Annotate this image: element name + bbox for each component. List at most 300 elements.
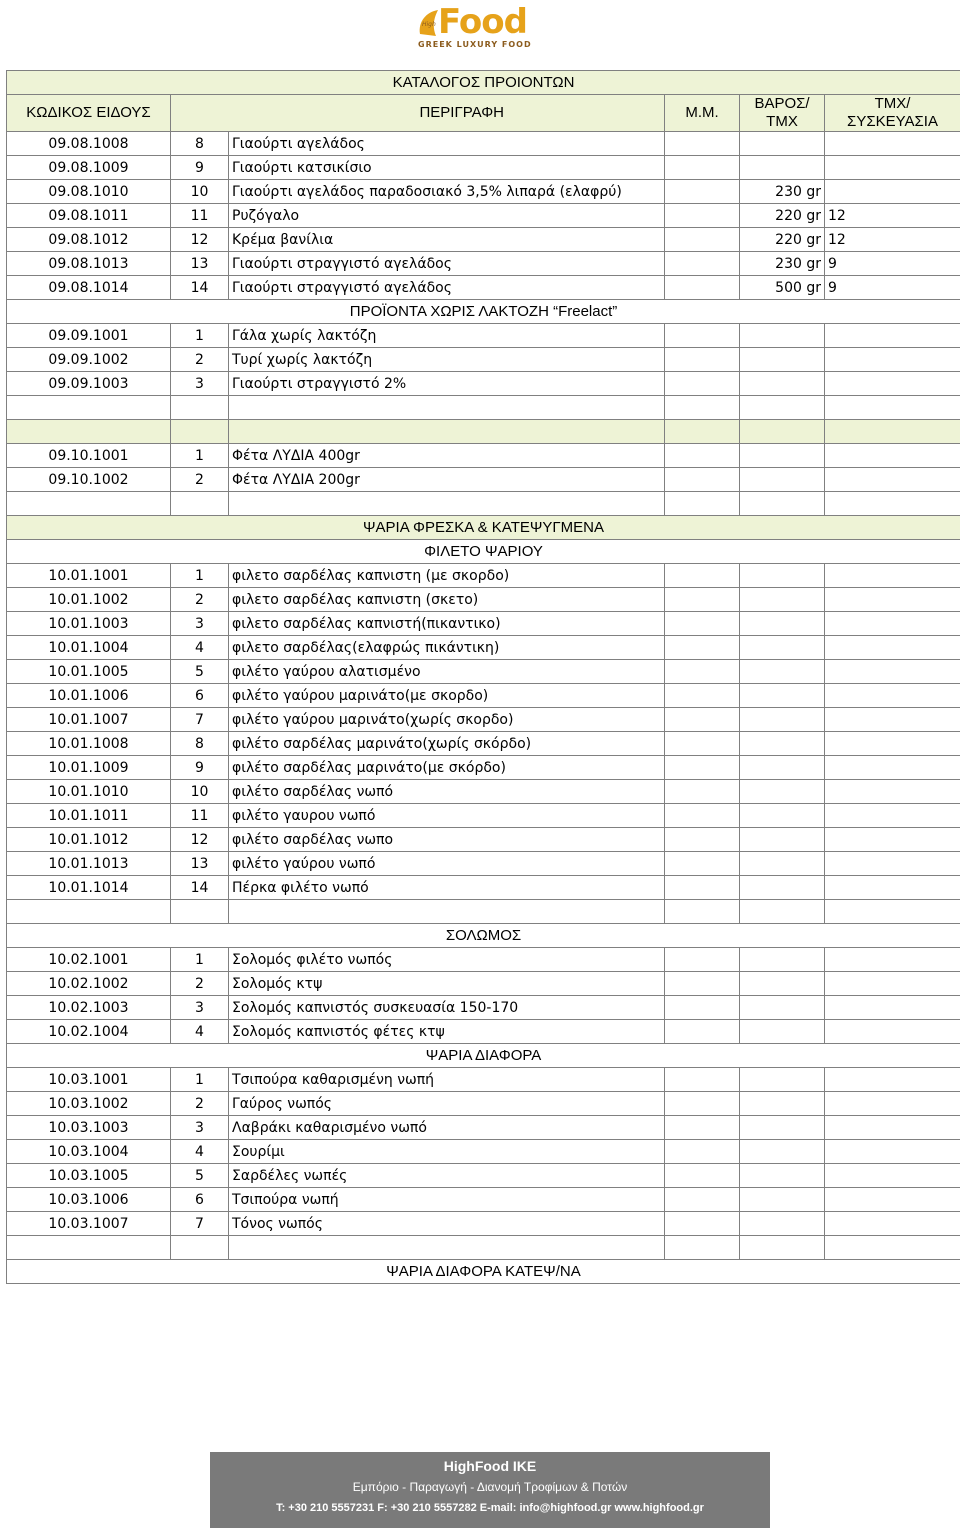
product-number: 4	[171, 1020, 229, 1044]
product-description: Τόνος νωπός	[229, 1212, 665, 1236]
column-header-row	[7, 95, 960, 132]
product-code: 10.03.1007	[7, 1212, 171, 1236]
product-description: Τυρί χωρίς λακτόζη	[229, 348, 665, 372]
product-row	[7, 684, 960, 708]
product-unit	[665, 708, 740, 732]
product-pack	[825, 468, 960, 492]
product-unit	[665, 1092, 740, 1116]
empty-cell	[740, 420, 825, 444]
product-description: φιλέτο γαυρου νωπό	[229, 804, 665, 828]
logo-tagline: GREEK LUXURY FOOD	[418, 40, 532, 49]
catalog-title: ΚΑΤΑΛΟΓΟΣ ΠΡΟΙΟΝΤΩΝ	[7, 71, 960, 95]
product-row	[7, 324, 960, 348]
empty-cell	[171, 396, 229, 420]
product-description: Γιαούρτι στραγγιστό 2%	[229, 372, 665, 396]
product-code: 10.03.1003	[7, 1116, 171, 1140]
product-row	[7, 204, 960, 228]
product-code: 10.01.1004	[7, 636, 171, 660]
product-number: 6	[171, 684, 229, 708]
product-row	[7, 468, 960, 492]
section-row	[7, 300, 960, 324]
product-weight	[740, 612, 825, 636]
product-weight	[740, 1092, 825, 1116]
product-code: 09.10.1002	[7, 468, 171, 492]
product-number: 3	[171, 1116, 229, 1140]
product-code: 10.01.1002	[7, 588, 171, 612]
product-description: φιλετο σαρδέλας καπνιστη (σκετο)	[229, 588, 665, 612]
product-number: 11	[171, 804, 229, 828]
product-number: 9	[171, 756, 229, 780]
product-number: 2	[171, 588, 229, 612]
product-code: 10.01.1011	[7, 804, 171, 828]
product-row	[7, 1068, 960, 1092]
product-pack: 12	[825, 228, 960, 252]
product-number: 13	[171, 852, 229, 876]
product-weight	[740, 1068, 825, 1092]
product-row	[7, 348, 960, 372]
product-row	[7, 1164, 960, 1188]
product-row	[7, 972, 960, 996]
product-number: 12	[171, 228, 229, 252]
empty-cell	[229, 492, 665, 516]
empty-cell	[740, 492, 825, 516]
product-code: 10.01.1014	[7, 876, 171, 900]
product-weight	[740, 732, 825, 756]
product-unit	[665, 684, 740, 708]
empty-cell	[825, 1236, 960, 1260]
product-description: Γάλα χωρίς λακτόζη	[229, 324, 665, 348]
product-row	[7, 660, 960, 684]
product-pack	[825, 732, 960, 756]
product-weight	[740, 708, 825, 732]
product-row	[7, 948, 960, 972]
logo-icon-text: High	[422, 21, 436, 28]
product-unit	[665, 372, 740, 396]
product-number: 3	[171, 612, 229, 636]
empty-cell	[7, 396, 171, 420]
product-row	[7, 1188, 960, 1212]
product-weight	[740, 348, 825, 372]
product-pack	[825, 948, 960, 972]
section-row	[7, 1044, 960, 1068]
product-description: Γιαούρτι αγελάδος παραδοσιακό 3,5% λιπαρά (ελαφρύ)	[229, 180, 665, 204]
section-row	[7, 924, 960, 948]
product-row	[7, 228, 960, 252]
product-weight: 230 gr	[740, 180, 825, 204]
product-pack	[825, 684, 960, 708]
product-number: 1	[171, 444, 229, 468]
product-row	[7, 636, 960, 660]
product-description: Γιαούρτι στραγγιστό αγελάδος	[229, 252, 665, 276]
logo-wordmark: Food	[438, 2, 527, 42]
empty-row	[7, 492, 960, 516]
product-unit	[665, 324, 740, 348]
product-description: Τσιπούρα καθαρισμένη νωπή	[229, 1068, 665, 1092]
product-weight: 230 gr	[740, 252, 825, 276]
product-unit	[665, 852, 740, 876]
product-number: 7	[171, 1212, 229, 1236]
product-code: 10.01.1005	[7, 660, 171, 684]
empty-cell	[171, 900, 229, 924]
product-code: 09.08.1013	[7, 252, 171, 276]
empty-cell	[665, 1236, 740, 1260]
product-weight	[740, 324, 825, 348]
product-row	[7, 1212, 960, 1236]
product-description: Φέτα ΛΥΔΙΑ 200gr	[229, 468, 665, 492]
product-pack: 9	[825, 276, 960, 300]
empty-cell	[7, 420, 171, 444]
product-code: 09.09.1002	[7, 348, 171, 372]
product-pack	[825, 1116, 960, 1140]
empty-row	[7, 420, 960, 444]
product-unit	[665, 780, 740, 804]
product-unit	[665, 228, 740, 252]
empty-cell	[825, 420, 960, 444]
section-title-fish: ΨΑΡΙΑ ΦΡΕΣΚΑ & ΚΑΤΕΨΥΓΜΕΝΑ	[7, 516, 960, 540]
product-code: 10.01.1006	[7, 684, 171, 708]
empty-cell	[665, 492, 740, 516]
product-row	[7, 1092, 960, 1116]
product-weight	[740, 636, 825, 660]
product-description: Σολομός φιλέτο νωπός	[229, 948, 665, 972]
product-weight	[740, 468, 825, 492]
product-pack	[825, 588, 960, 612]
product-row	[7, 180, 960, 204]
section-title-misc-fish: ΨΑΡΙΑ ΔΙΑΦΟΡΑ	[7, 1044, 960, 1068]
product-weight	[740, 996, 825, 1020]
product-row	[7, 156, 960, 180]
product-description: φιλετο σαρδέλας καπνιστή(πικαντικο)	[229, 612, 665, 636]
product-weight	[740, 972, 825, 996]
product-code: 09.08.1010	[7, 180, 171, 204]
product-weight	[740, 588, 825, 612]
empty-cell	[7, 1236, 171, 1260]
product-unit	[665, 756, 740, 780]
product-description: Φέτα ΛΥΔΙΑ 400gr	[229, 444, 665, 468]
product-pack	[825, 348, 960, 372]
product-pack	[825, 612, 960, 636]
product-number: 2	[171, 468, 229, 492]
product-number: 2	[171, 348, 229, 372]
product-code: 10.02.1003	[7, 996, 171, 1020]
product-number: 3	[171, 996, 229, 1020]
product-row	[7, 564, 960, 588]
product-description: φιλέτο γαύρου αλατισμένο	[229, 660, 665, 684]
product-pack	[825, 852, 960, 876]
product-pack	[825, 1092, 960, 1116]
product-unit	[665, 660, 740, 684]
product-pack	[825, 132, 960, 156]
product-row	[7, 1116, 960, 1140]
product-pack	[825, 1188, 960, 1212]
product-weight	[740, 852, 825, 876]
product-number: 8	[171, 132, 229, 156]
product-pack	[825, 1164, 960, 1188]
empty-cell	[825, 492, 960, 516]
product-code: 09.08.1008	[7, 132, 171, 156]
product-weight	[740, 156, 825, 180]
product-pack	[825, 1140, 960, 1164]
product-code: 10.01.1003	[7, 612, 171, 636]
product-description: φιλέτο σαρδέλας μαρινάτο(χωρίς σκόρδο)	[229, 732, 665, 756]
product-pack	[825, 876, 960, 900]
product-code: 10.03.1004	[7, 1140, 171, 1164]
product-description: Σολομός κτψ	[229, 972, 665, 996]
product-weight	[740, 1164, 825, 1188]
product-row	[7, 804, 960, 828]
product-description: φιλετο σαρδέλας καπνιστη (με σκορδο)	[229, 564, 665, 588]
product-weight	[740, 876, 825, 900]
section-title-salmon: ΣΟΛΩΜΟΣ	[7, 924, 960, 948]
empty-cell	[665, 396, 740, 420]
product-pack	[825, 972, 960, 996]
product-row	[7, 876, 960, 900]
header-pack: ΤΜΧ/ ΣΥΣΚΕΥΑΣΙΑ	[825, 95, 960, 132]
product-unit	[665, 1212, 740, 1236]
product-number: 10	[171, 780, 229, 804]
product-pack	[825, 996, 960, 1020]
empty-cell	[7, 492, 171, 516]
product-row	[7, 708, 960, 732]
product-description: Πέρκα φιλέτο νωπό	[229, 876, 665, 900]
product-weight	[740, 756, 825, 780]
section-title-lactose-free: ΠΡΟΪΟΝΤΑ ΧΩΡΙΣ ΛΑΚΤΟΖΗ “Freelact”	[7, 300, 960, 324]
empty-cell	[740, 396, 825, 420]
product-description: φιλετο σαρδέλας(ελαφρώς πικάντικη)	[229, 636, 665, 660]
product-unit	[665, 276, 740, 300]
product-number: 1	[171, 1068, 229, 1092]
product-description: Σολομός καπνιστός συσκευασία 150-170	[229, 996, 665, 1020]
product-weight	[740, 948, 825, 972]
product-unit	[665, 972, 740, 996]
product-unit	[665, 132, 740, 156]
empty-row	[7, 396, 960, 420]
product-row	[7, 1140, 960, 1164]
product-code: 10.01.1009	[7, 756, 171, 780]
product-code: 10.03.1006	[7, 1188, 171, 1212]
product-number: 10	[171, 180, 229, 204]
product-unit	[665, 636, 740, 660]
product-description: φιλέτο σαρδέλας νωπο	[229, 828, 665, 852]
product-description: Γιαούρτι αγελάδος	[229, 132, 665, 156]
product-number: 6	[171, 1188, 229, 1212]
product-weight	[740, 1212, 825, 1236]
empty-cell	[171, 1236, 229, 1260]
product-unit	[665, 468, 740, 492]
product-row	[7, 780, 960, 804]
product-number: 14	[171, 876, 229, 900]
product-number: 3	[171, 372, 229, 396]
product-row	[7, 996, 960, 1020]
footer-tagline: Εμπόριο - Παραγωγή - Διανομή Τροφίμων & Ποτών	[352, 1480, 628, 1494]
product-number: 1	[171, 324, 229, 348]
empty-cell	[825, 396, 960, 420]
product-weight	[740, 444, 825, 468]
section-row	[7, 1260, 960, 1284]
product-code: 10.01.1010	[7, 780, 171, 804]
product-number: 7	[171, 708, 229, 732]
product-weight	[740, 684, 825, 708]
product-pack	[825, 660, 960, 684]
product-weight	[740, 1188, 825, 1212]
product-description: Κρέμα βανίλια	[229, 228, 665, 252]
product-weight	[740, 372, 825, 396]
product-code: 10.01.1007	[7, 708, 171, 732]
product-pack	[825, 444, 960, 468]
empty-row	[7, 1236, 960, 1260]
product-number: 2	[171, 1092, 229, 1116]
product-code: 10.02.1004	[7, 1020, 171, 1044]
product-number: 4	[171, 636, 229, 660]
product-pack	[825, 828, 960, 852]
product-row	[7, 1020, 960, 1044]
product-unit	[665, 612, 740, 636]
product-code: 10.01.1008	[7, 732, 171, 756]
product-unit	[665, 804, 740, 828]
product-unit	[665, 948, 740, 972]
product-row	[7, 588, 960, 612]
product-description: Γιαούρτι στραγγιστό αγελάδος	[229, 276, 665, 300]
product-description: Σουρίμι	[229, 1140, 665, 1164]
product-row	[7, 444, 960, 468]
product-number: 14	[171, 276, 229, 300]
product-code: 10.01.1012	[7, 828, 171, 852]
empty-cell	[740, 1236, 825, 1260]
product-description: φιλέτο σαρδέλας μαρινάτο(με σκόρδο)	[229, 756, 665, 780]
product-weight: 500 gr	[740, 276, 825, 300]
empty-cell	[825, 900, 960, 924]
header-code: ΚΩΔΙΚΟΣ ΕΙΔΟΥΣ	[7, 95, 171, 132]
product-description: φιλέτο γαύρου μαρινάτο(χωρίς σκορδο)	[229, 708, 665, 732]
footer-contact: Τ: +30 210 5557231 F: +30 210 5557282 E-mail: info@highfood.gr www.highfood.gr	[276, 1502, 704, 1514]
product-unit	[665, 1164, 740, 1188]
product-number: 2	[171, 972, 229, 996]
product-pack: 9	[825, 252, 960, 276]
product-unit	[665, 348, 740, 372]
product-unit	[665, 564, 740, 588]
product-number: 4	[171, 1140, 229, 1164]
product-row	[7, 372, 960, 396]
product-code: 10.03.1001	[7, 1068, 171, 1092]
product-code: 10.02.1001	[7, 948, 171, 972]
product-unit	[665, 1020, 740, 1044]
product-code: 09.08.1009	[7, 156, 171, 180]
product-pack	[825, 156, 960, 180]
product-code: 10.02.1002	[7, 972, 171, 996]
product-number: 11	[171, 204, 229, 228]
product-weight	[740, 1020, 825, 1044]
product-code: 09.08.1014	[7, 276, 171, 300]
product-row	[7, 132, 960, 156]
product-unit	[665, 1068, 740, 1092]
product-code: 09.10.1001	[7, 444, 171, 468]
product-weight: 220 gr	[740, 204, 825, 228]
header-description: ΠΕΡΙΓΡΑΦΗ	[171, 95, 665, 132]
product-number: 1	[171, 948, 229, 972]
product-pack	[825, 780, 960, 804]
product-code: 09.08.1012	[7, 228, 171, 252]
product-pack	[825, 1020, 960, 1044]
product-row	[7, 732, 960, 756]
product-unit	[665, 444, 740, 468]
product-unit	[665, 204, 740, 228]
product-catalog-table	[6, 70, 960, 1284]
product-unit	[665, 1188, 740, 1212]
product-weight	[740, 804, 825, 828]
product-number: 12	[171, 828, 229, 852]
product-code: 10.01.1013	[7, 852, 171, 876]
product-code: 10.03.1005	[7, 1164, 171, 1188]
product-row	[7, 612, 960, 636]
product-weight	[740, 564, 825, 588]
product-description: Τσιπούρα νωπή	[229, 1188, 665, 1212]
product-unit	[665, 588, 740, 612]
product-weight	[740, 1116, 825, 1140]
product-unit	[665, 156, 740, 180]
product-weight: 220 gr	[740, 228, 825, 252]
product-weight	[740, 780, 825, 804]
empty-cell	[171, 492, 229, 516]
footer-company-name: HighFood ΙΚΕ	[443, 1458, 537, 1474]
empty-cell	[740, 900, 825, 924]
product-row	[7, 276, 960, 300]
product-description: φιλέτο γαύρου μαρινάτο(με σκορδο)	[229, 684, 665, 708]
product-row	[7, 252, 960, 276]
product-description: Σολομός καπνιστός φέτες κτψ	[229, 1020, 665, 1044]
product-row	[7, 828, 960, 852]
product-pack	[825, 564, 960, 588]
product-code: 10.03.1002	[7, 1092, 171, 1116]
brand-logo	[380, 0, 580, 62]
empty-cell	[229, 420, 665, 444]
section-title-fish-fillet: ΦΙΛΕΤΟ ΨΑΡΙΟΥ	[7, 540, 960, 564]
product-pack: 12	[825, 204, 960, 228]
product-unit	[665, 252, 740, 276]
product-pack	[825, 372, 960, 396]
product-pack	[825, 636, 960, 660]
empty-row	[7, 900, 960, 924]
section-row	[7, 540, 960, 564]
product-pack	[825, 1212, 960, 1236]
product-code: 09.09.1003	[7, 372, 171, 396]
product-pack	[825, 756, 960, 780]
product-weight	[740, 828, 825, 852]
header-weight: ΒΑΡΟΣ/ ΤΜΧ	[740, 95, 825, 132]
product-pack	[825, 804, 960, 828]
empty-cell	[229, 1236, 665, 1260]
product-description: Λαβράκι καθαρισμένο νωπό	[229, 1116, 665, 1140]
product-pack	[825, 180, 960, 204]
product-number: 5	[171, 660, 229, 684]
product-number: 8	[171, 732, 229, 756]
header-unit: Μ.Μ.	[665, 95, 740, 132]
product-code: 09.08.1011	[7, 204, 171, 228]
product-row	[7, 756, 960, 780]
product-description: φιλέτο σαρδέλας νωπό	[229, 780, 665, 804]
product-pack	[825, 708, 960, 732]
product-number: 13	[171, 252, 229, 276]
product-unit	[665, 732, 740, 756]
product-unit	[665, 180, 740, 204]
empty-cell	[171, 420, 229, 444]
product-pack	[825, 1068, 960, 1092]
product-number: 9	[171, 156, 229, 180]
product-code: 09.09.1001	[7, 324, 171, 348]
company-footer	[210, 1452, 770, 1528]
product-code: 10.01.1001	[7, 564, 171, 588]
product-weight	[740, 132, 825, 156]
product-unit	[665, 1116, 740, 1140]
